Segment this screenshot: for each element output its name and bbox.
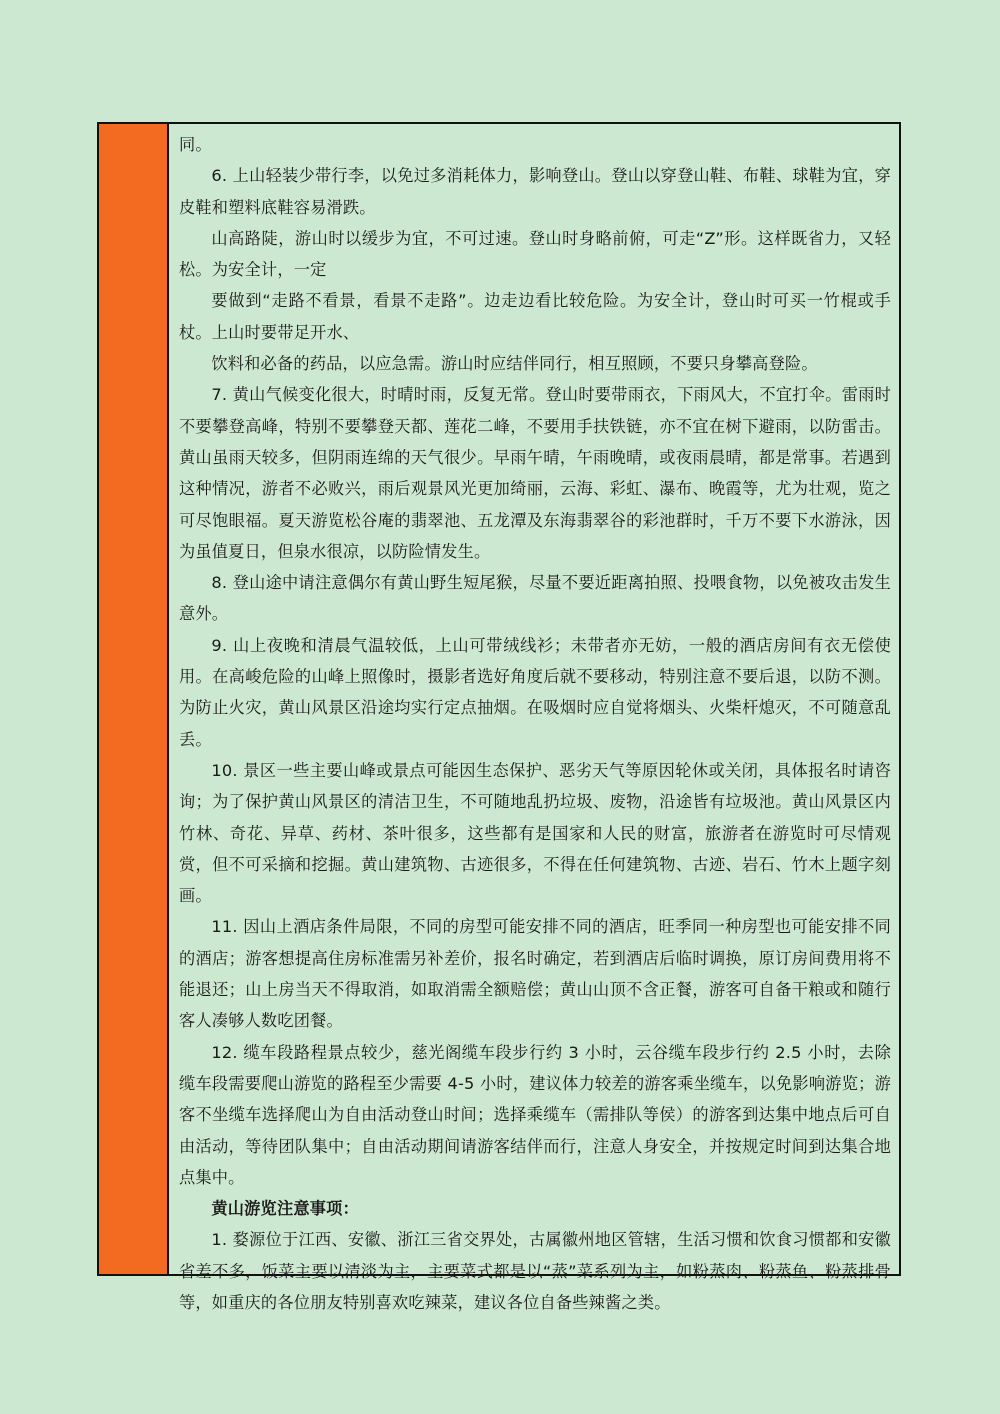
side-label-column — [99, 124, 169, 1274]
paragraph-item-6: 6. 上山轻装少带行李，以免过多消耗体力，影响登山。登山以穿登山鞋、布鞋、球鞋为宜，穿皮鞋和塑料底鞋容易滑跌。 — [179, 166, 891, 217]
content-cell — [169, 124, 899, 1312]
paragraph-wuyuan-1: 1. 婺源位于江西、安徽、浙江三省交界处，古属徽州地区管辖，生活习惯和饮食习惯都和安徽省差不多，饭菜主要以清淡为主，主要菜式都是以“蒸”菜系列为主，如粉蒸肉、粉蒸鱼、粉蒸排骨等，如重庆的各位朋友特别喜欢吃辣菜，建议各位自备些辣酱之类。 — [179, 1230, 891, 1312]
paragraph-item-11: 11. 因山上酒店条件局限，不同的房型可能安排不同的酒店，旺季同一种房型也可能安排不同的酒店；游客想提高住房标准需另补差价，报名时确定，若到酒店后临时调换，原订房间费用将不能退还；山上房当天不得取消，如取消需全额赔偿；黄山山顶不含正餐，游客可自备干粮或和随行客人凑够人数吃团餐。 — [179, 917, 891, 1031]
paragraph-continuation: 同。 — [179, 135, 212, 154]
section-heading: 黄山游览注意事项： — [211, 1199, 359, 1219]
paragraph-walk-rule: 要做到“走路不看景，看景不走路”。边走边看比较危险。为安全计，登山时可买一竹棍或手杖。上山时要带足开水、 — [179, 291, 891, 342]
paragraph-item-8: 8. 登山途中请注意偶尔有黄山野生短尾猴，尽量不要近距离拍照、投喂食物，以免被攻击发生意外。 — [179, 573, 891, 624]
notice-table — [97, 122, 901, 1312]
paragraph-item-9: 9. 山上夜晚和清晨气温较低，上山可带绒线衫；未带者亦无妨，一般的酒店房间有衣无偿使用。在高峻危险的山峰上照像时，摄影者选好角度后就不要移动，特别注意不要后退，以防不测。为防止火灾，黄山风景区沿途均实行定点抽烟。在吸烟时应自觉将烟头、火柴杆熄灭，不可随意乱丢。 — [179, 635, 891, 749]
paragraph-item-12: 12. 缆车段路程景点较少，慈光阁缆车段步行约 3 小时，云谷缆车段步行约 2.5 小时，去除缆车段需要爬山游览的路程至少需要 4-5 小时，建议体力较差的游客乘坐缆车，以免影响游览；游客不坐缆车选择爬山为自由活动登山时间；选择乘缆车（需排队等侯）的游客到达集中地点后可自由活动，等待团队集中；自由活动期间请游客结伴而行，注意人身安全，并按规定时间到达集合地点集中。 — [179, 1042, 891, 1187]
paragraph-slow-climb: 山高路陡，游山时以缓步为宜，不可过速。登山时身略前俯，可走“Z”形。这样既省力，又轻松。为安全计，一定 — [179, 228, 891, 280]
paragraph-supplies: 饮料和必备的药品，以应急需。游山时应结伴同行，相互照顾，不要只身攀高登险。 — [211, 354, 818, 374]
paragraph-item-7: 7. 黄山气候变化很大，时晴时雨，反复无常。登山时要带雨衣，下雨风大，不宜打伞。雷雨时不要攀登高峰，特别不要攀登天都、莲花二峰，不要用手扶铁链，亦不宜在树下避雨，以防雷击。黄山虽雨天较多，但阴雨连绵的天气很少。早雨午晴，午雨晚晴，或夜雨晨晴，都是常事。若遇到这种情况，游者不必败兴，雨后观景风光更加绮丽，云海、彩虹、瀑布、晚霞等，尤为壮观，览之可尽饱眼福。夏天游览松谷庵的翡翠池、五龙潭及东海翡翠谷的彩池群时，千万不要下水游泳，因为虽值夏日，但泉水很凉，以防险情发生。 — [179, 385, 891, 561]
paragraph-item-10: 10. 景区一些主要山峰或景点可能因生态保护、恶劣天气等原因轮休或关闭，具体报名时请咨询；为了保护黄山风景区的清洁卫生，不可随地乱扔垃圾、废物，沿途皆有垃圾池。黄山风景区内竹林、奇花、异草、药材、茶叶很多，这些都有是国家和人民的财富，旅游者在游览时可尽情观赏，但不可采摘和挖掘。黄山建筑物、古迹很多，不得在任何建筑物、古迹、岩石、竹木上题字刻画。 — [179, 760, 891, 906]
